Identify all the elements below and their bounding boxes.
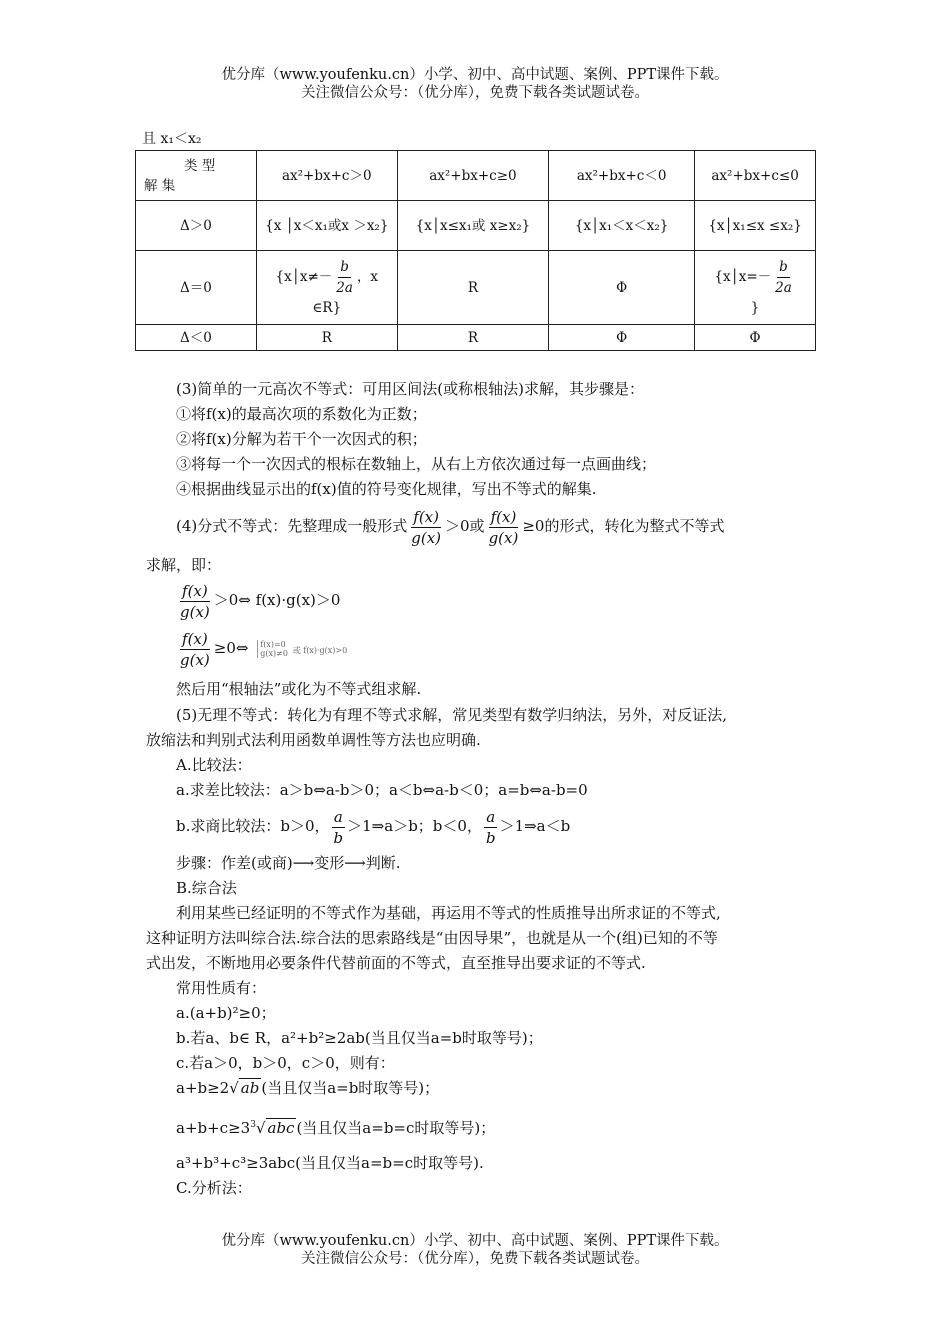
para-4-mid: ＞0或	[445, 517, 485, 535]
steps-line: 步骤：作差(或商)⟶变形⟶判断.	[176, 854, 401, 872]
pc1-tail: (当且仅当a=b时取等号)；	[261, 1079, 440, 1097]
frac-numerator: b	[777, 257, 790, 278]
para-B-2: 这种证明方法叫综合法.综合法的思索路线是“由因导果”，也就是从一个(组)已知的不等	[146, 929, 718, 947]
header-line-1: 优分库（www.youfenku.cn）小学、初中、高中试题、案例、PPT课件下载。	[221, 67, 729, 83]
radicand: ab	[240, 1079, 260, 1097]
para-4-continued: 求解，即：	[146, 556, 222, 574]
quadratic-inequality-table	[135, 150, 816, 351]
property-c-1	[176, 1077, 439, 1099]
property-c: c.若a＞0，b＞0，c＞0，则有：	[176, 1054, 395, 1072]
equivalence-1-text: ＞0⇔ f(x)·g(x)＞0	[213, 591, 341, 609]
pc2-tail: (当且仅当a=b=c时取等号)；	[296, 1119, 496, 1137]
frac-numerator: a	[486, 807, 496, 826]
property-b: b.若a、b∈ R，a²+b²≥2ab(当且仅当a=b时取等号)；	[176, 1029, 543, 1047]
cell-r2-c2: R	[397, 251, 548, 325]
frac-numerator: f(x)	[182, 629, 208, 648]
equivalence-2-text: ≥0⇔	[213, 639, 249, 657]
fraction-f-over-g	[487, 507, 521, 548]
step-2: ②将f(x)分解为若干个一次因式的积；	[176, 430, 427, 448]
cell-r3-c1: R	[256, 325, 397, 351]
system-brace	[257, 640, 288, 658]
method-b	[176, 804, 570, 848]
r2c4-tail: }	[750, 300, 760, 316]
root-index: 3	[250, 1120, 256, 1130]
fraction-b-over-2a	[773, 257, 794, 298]
equivalence-1	[176, 578, 340, 622]
fraction-b-over-2a	[334, 257, 355, 298]
pc2-lead: a+b+c≥3	[176, 1119, 251, 1137]
cell-r3-c2: R	[397, 325, 548, 351]
step-4: ④根据曲线显示出的f(x)值的符号变化规律，写出不等式的解集.	[176, 480, 597, 498]
para-B-3: 式出发，不断地用必要条件代替前面的不等式，直至推导出要求证的不等式.	[146, 954, 646, 972]
heading-B: B.综合法	[176, 879, 237, 897]
cell-r3-c3: Φ	[549, 325, 695, 351]
frac-denominator: b	[333, 828, 344, 847]
property-a: a.(a+b)²≥0；	[176, 1004, 276, 1022]
para-4-lead: (4)分式不等式：先整理成一般形式	[176, 517, 408, 535]
frac-denominator: b	[485, 828, 496, 847]
method-b-mid: ＞1⇒a＞b；b＜0，	[347, 817, 482, 835]
frac-denominator: g(x)	[180, 602, 210, 621]
step-1: ①将f(x)的最高次项的系数化为正数；	[176, 405, 427, 423]
header-col-3: ax²+bx+c＜0	[549, 151, 695, 201]
corner-type-label: 类 型	[184, 157, 216, 174]
fraction-f-over-g	[178, 581, 212, 622]
cell-r1-c4: {x│x₁≤x ≤x₂}	[695, 201, 816, 251]
method-a: a.求差比较法：a＞b⇔a-b＞0；a＜b⇔a-b＜0；a=b⇔a-b=0	[176, 781, 588, 799]
sqrt-sign: √	[229, 1079, 239, 1097]
header-line-2: 关注微信公众号：（优分库），免费下载各类试题试卷。	[301, 85, 649, 101]
para-5-continued: 放缩法和判别式法利用函数单调性等方法也应明确.	[146, 731, 481, 749]
frac-numerator: a	[333, 807, 343, 826]
page-header	[0, 66, 950, 102]
para-5: (5)无理不等式：转化为有理不等式求解，常见类型有数学归纳法，另外，对反证法,	[176, 706, 728, 724]
frac-denominator: g(x)	[411, 528, 442, 547]
system-alt: 或 f(x)·g(x)>0	[292, 646, 348, 655]
cell-r2-c3: Φ	[549, 251, 695, 325]
cell-r1-c2: {x│x≤x₁或 x≥x₂}	[397, 201, 548, 251]
header-col-2: ax²+bx+c≥0	[397, 151, 548, 201]
para-B-1: 利用某些已经证明的不等式作为基础，再运用不等式的性质推导出所求证的不等式,	[176, 904, 721, 922]
cell-r3-c4: Φ	[695, 325, 816, 351]
frac-numerator: f(x)	[490, 507, 517, 526]
r2c4-prefix: {x│x=－	[714, 269, 772, 285]
common-properties: 常用性质有：	[176, 979, 267, 997]
cell-r2-c4	[695, 251, 816, 325]
frac-denominator: g(x)	[180, 650, 210, 669]
cell-r1-c1: {x │x＜x₁或x ＞x₂}	[256, 201, 397, 251]
frac-numerator: f(x)	[182, 581, 208, 600]
r2c1-tail: ∈R}	[312, 300, 342, 316]
pc1-lead: a+b≥2	[176, 1079, 230, 1097]
property-c-2	[176, 1114, 495, 1139]
intro-text: 且 x₁＜x₂	[142, 131, 202, 147]
fraction-a-over-b	[484, 807, 498, 848]
fraction-f-over-g	[178, 629, 212, 670]
frac-denominator: 2a	[775, 280, 792, 296]
row-label-delta-negative: Δ＜0	[136, 325, 257, 351]
footer-line-1: 优分库（www.youfenku.cn）小学、初中、高中试题、案例、PPT课件下载。	[221, 1233, 729, 1249]
radicand: abc	[267, 1119, 295, 1137]
heading-C: C.分析法：	[176, 1179, 252, 1197]
corner-solution-label: 解 集	[144, 177, 176, 194]
para-4	[176, 504, 724, 548]
frac-denominator: g(x)	[488, 528, 519, 547]
para-3: (3)简单的一元高次不等式：可用区间法(或称根轴法)求解，其步骤是：	[176, 380, 644, 398]
property-c-3: a³+b³+c³≥3abc(当且仅当a=b=c时取等号).	[176, 1154, 484, 1172]
method-b-lead: b.求商比较法：b＞0，	[176, 817, 330, 835]
page-footer	[0, 1232, 950, 1268]
r2c1-prefix: {x│x≠－	[275, 269, 333, 285]
cell-r2-c1	[256, 251, 397, 325]
row-label-delta-zero: Δ＝0	[136, 251, 257, 325]
heading-A: A.比较法：	[176, 756, 252, 774]
system-line-1: f(x)=0	[260, 640, 286, 649]
sqrt-sign: √	[255, 1119, 266, 1137]
system-line-2: g(x)≠0	[260, 649, 288, 658]
header-col-1: ax²+bx+c＞0	[256, 151, 397, 201]
then-line: 然后用“根轴法”或化为不等式组求解.	[176, 680, 422, 698]
equivalence-2	[176, 626, 347, 670]
para-4-tail: ≥0的形式，转化为整式不等式	[522, 517, 725, 535]
header-col-4: ax²+bx+c≤0	[695, 151, 816, 201]
frac-numerator: b	[338, 257, 351, 278]
step-3: ③将每一个一次因式的根标在数轴上，从右上方依次通过每一点画曲线；	[176, 455, 657, 473]
frac-denominator: 2a	[336, 280, 353, 296]
footer-line-2: 关注微信公众号：（优分库），免费下载各类试题试卷。	[301, 1251, 649, 1267]
table-corner-cell	[136, 151, 257, 201]
frac-numerator: f(x)	[413, 507, 439, 526]
cell-r1-c3: {x│x₁＜x＜x₂}	[549, 201, 695, 251]
fraction-f-over-g	[409, 507, 443, 548]
method-b-tail: ＞1⇒a＜b	[499, 817, 571, 835]
row-label-delta-positive: Δ＞0	[136, 201, 257, 251]
fraction-a-over-b	[332, 807, 346, 848]
r2c1-suffix: ，x	[356, 269, 379, 285]
